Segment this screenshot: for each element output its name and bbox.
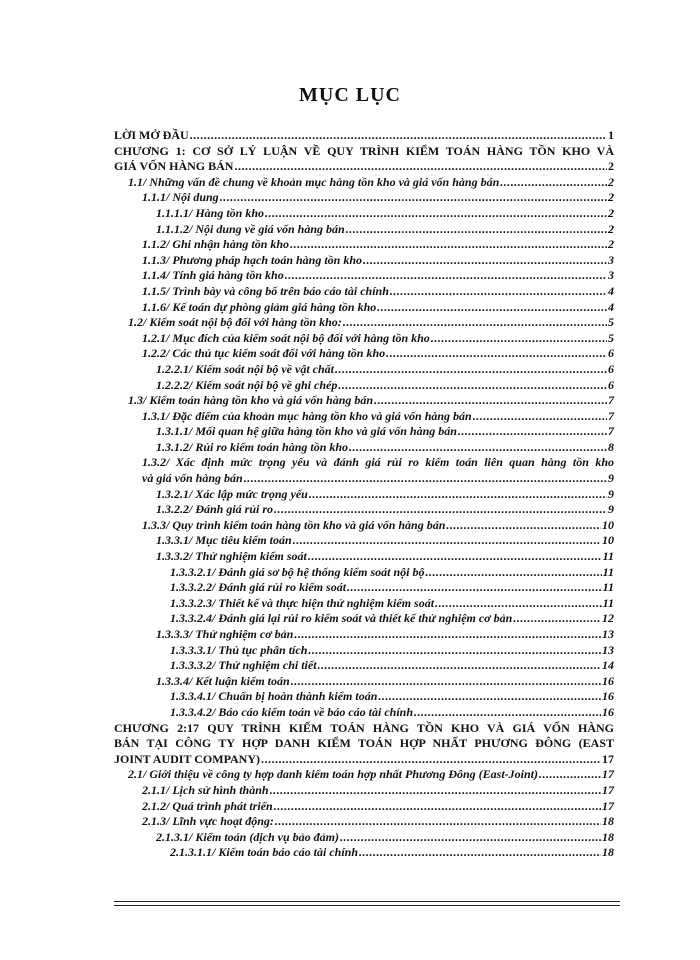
- toc-entry[interactable]: [114, 658, 614, 674]
- toc-page-number: 2: [608, 221, 614, 236]
- toc-entry[interactable]: [114, 237, 614, 253]
- toc-entry-text-line: CHƯƠNG 2:17 QUY TRÌNH KIỂM TOÁN HÀNG TỒN KHO VÀ GIÁ VỐN HÀNG: [114, 720, 614, 735]
- dot-leader: [335, 362, 607, 378]
- toc-entry-text-line: và giá vốn hàng bán: [142, 471, 243, 486]
- toc-entry[interactable]: [114, 346, 614, 362]
- toc-entry[interactable]: [114, 627, 614, 643]
- toc-page-number: 14: [602, 658, 614, 673]
- dot-leader: [265, 206, 607, 222]
- toc-entry[interactable]: [114, 767, 614, 783]
- toc-entry[interactable]: [114, 424, 614, 440]
- toc-page-number: 6: [608, 361, 614, 376]
- dot-leader: [539, 767, 601, 783]
- toc-entry-text: 1.3.3.2.1/ Đánh giá sơ bộ hệ thống kiểm soát nội bộ: [170, 564, 425, 579]
- toc-entry-text: 1.3.3/ Quy trình kiểm toán hàng tồn kho và giá vốn hàng bán: [142, 517, 446, 532]
- toc-entry[interactable]: [114, 331, 614, 347]
- dot-leader: [340, 830, 601, 846]
- dot-leader: [425, 565, 601, 581]
- toc-page-number: 11: [602, 595, 614, 610]
- toc-entry-text: 1.3.3.3/ Thử nghiệm cơ bản: [156, 627, 294, 641]
- toc-entry-text: 1.1.1.2/ Nội dung về giá vốn hàng bán: [156, 221, 345, 236]
- toc-entry[interactable]: [114, 440, 614, 456]
- dot-leader: [386, 346, 607, 362]
- toc-entry-text: 1.3.3.1/ Mục tiêu kiểm toán: [156, 533, 292, 548]
- dot-leader: [390, 284, 607, 300]
- toc-entry[interactable]: [114, 689, 614, 705]
- toc-entry[interactable]: [114, 580, 614, 596]
- dot-leader: [293, 533, 601, 549]
- toc-entry-text: 1.1.4/ Tính giá hàng tồn kho: [142, 268, 284, 283]
- toc-entry-text: 1.3.1/ Đặc điểm của khoản mục hàng tồn kho và giá vốn hàng bán: [142, 408, 472, 423]
- toc-entry[interactable]: [114, 674, 614, 690]
- toc-page-number: 2: [608, 205, 614, 220]
- dot-leader: [377, 300, 607, 316]
- toc-entry[interactable]: [114, 830, 614, 846]
- dot-leader: [308, 643, 601, 659]
- toc-page-number: 9: [608, 502, 614, 517]
- toc-entry-text-line: GIÁ VỐN HÀNG BÁN: [114, 159, 234, 174]
- toc-page-number: 16: [602, 689, 614, 704]
- dot-leader: [234, 159, 607, 175]
- toc-entry-text: 1.3.2.2/ Đánh giá rủi ro: [156, 502, 274, 517]
- toc-entry-text: 2.1/ Giới thiệu về công ty hợp danh kiểm toán hợp nhất Phương Đông (East-Joint): [128, 767, 539, 782]
- toc-entry[interactable]: [114, 284, 614, 300]
- toc-page-number: 6: [608, 346, 614, 361]
- toc-entry-text: 1.2.2.1/ Kiểm soát nội bộ về vật chất: [156, 361, 334, 376]
- toc-entry-text: 1.1.1.1/ Hàng tồn kho: [156, 205, 265, 220]
- dot-leader: [308, 549, 602, 565]
- dot-leader: [363, 253, 607, 269]
- toc-entry-text: 1.3.3.3.1/ Thủ tục phân tích: [170, 642, 308, 657]
- toc-page-number: 1: [608, 128, 614, 142]
- toc-page-number: 11: [602, 580, 614, 595]
- footer-rule-secondary: [114, 905, 620, 906]
- dot-leader: [220, 190, 607, 206]
- toc-page-number: 9: [608, 471, 614, 486]
- toc-entry[interactable]: [114, 565, 614, 581]
- dot-leader: [270, 783, 601, 799]
- toc-entry[interactable]: [114, 533, 614, 549]
- dot-leader: [500, 175, 607, 191]
- toc-entry[interactable]: [114, 362, 614, 378]
- toc-entry-text: 1.1.5/ Trình bày và công bố trên báo cáo tài chính: [142, 283, 389, 298]
- toc-page-number: 17: [602, 798, 614, 813]
- toc-entry-text: 1.3.3.4/ Kết luận kiểm toán: [156, 673, 290, 688]
- toc-entry[interactable]: [114, 378, 614, 394]
- toc-entry-text-line: JOINT AUDIT COMPANY): [114, 751, 261, 766]
- dot-leader: [346, 222, 607, 238]
- toc-page-number: 2: [608, 174, 614, 189]
- toc-entry-text: 2.1.3.1/ Kiểm toán (dịch vụ bảo đảm): [156, 829, 339, 844]
- toc-page-number: 5: [608, 315, 614, 330]
- dot-leader: [458, 424, 607, 440]
- toc-entry[interactable]: [114, 487, 614, 503]
- toc-entry-text: 2.1.3/ Lĩnh vực hoạt động:: [142, 814, 274, 829]
- toc-page-number: 10: [602, 517, 614, 532]
- dot-leader: [244, 471, 607, 487]
- toc-page-number: 10: [602, 533, 614, 548]
- dot-leader: [431, 331, 607, 347]
- toc-entry[interactable]: [114, 845, 614, 861]
- toc-entry[interactable]: [114, 190, 614, 206]
- toc-entry-text: 1.3.1.1/ Mối quan hệ giữa hàng tồn kho và giá vốn hàng bán: [156, 424, 457, 439]
- toc-entry[interactable]: [114, 455, 614, 486]
- dot-leader: [290, 237, 607, 253]
- toc-entry[interactable]: [114, 611, 614, 627]
- dot-leader: [294, 627, 601, 643]
- toc-entry[interactable]: [114, 222, 614, 238]
- toc-page-number: 7: [608, 408, 614, 423]
- dot-leader: [261, 752, 601, 768]
- toc-page-number: 13: [602, 627, 614, 641]
- toc-page-number: 12: [602, 611, 614, 626]
- toc-entry-text: 1.2/ Kiểm soát nội bộ đối với hàng tồn kho:: [128, 315, 342, 330]
- toc-entry-text: 1.3.2.1/ Xác lập mức trọng yếu: [156, 486, 308, 501]
- toc-chapter-entry[interactable]: [114, 721, 614, 768]
- dot-leader: [349, 440, 607, 456]
- toc-entry[interactable]: [114, 502, 614, 518]
- toc-entry[interactable]: [114, 253, 614, 269]
- toc-entry-text: 1.3/ Kiểm toán hàng tồn kho và giá vốn hàng bán: [128, 393, 374, 408]
- toc-entry-text: 1.3.3.4.1/ Chuẩn bị hoàn thành kiểm toán: [170, 689, 378, 704]
- toc-page-number: 17: [602, 751, 614, 766]
- toc-page-number: 11: [602, 549, 614, 564]
- toc-page-number: 18: [602, 845, 614, 860]
- toc-entry-text: 2.1.2/ Quá trình phát triển: [142, 798, 273, 813]
- dot-leader: [285, 268, 607, 284]
- toc-entry-text: 1.3.3.3.2/ Thử nghiệm chi tiết: [170, 658, 317, 673]
- toc-entry-text: 1.1.2/ Ghi nhận hàng tồn kho: [142, 237, 290, 252]
- toc-entry[interactable]: [114, 518, 614, 534]
- dot-leader: [473, 409, 607, 425]
- dot-leader: [318, 658, 601, 674]
- dot-leader: [291, 674, 601, 690]
- toc-chapter-entry[interactable]: [114, 128, 614, 144]
- toc-page-number: 4: [608, 283, 614, 298]
- dot-leader: [347, 580, 602, 596]
- toc-page-number: 17: [602, 767, 614, 782]
- toc-entry-text: 1.3.3.4.2/ Báo cáo kiểm toán về báo cáo tài chính: [170, 704, 413, 719]
- toc-entry[interactable]: [114, 705, 614, 721]
- toc-page-number: 2: [608, 237, 614, 252]
- dot-leader: [274, 799, 601, 815]
- dot-leader: [414, 705, 601, 721]
- toc-entry-text: 1.2.1/ Mục đích của kiểm soát nội bộ đối với hàng tồn kho: [142, 330, 430, 345]
- toc-entry-text-line: 1.3.2/ Xác định mức trọng yếu và đánh giá rủi ro kiểm toán liên quan hàng tồn kho: [142, 455, 614, 470]
- dot-leader: [190, 128, 607, 144]
- toc-entry-text: 1.2.2/ Các thủ tục kiểm soát đối với hàng tồn kho: [142, 346, 386, 361]
- toc-entry-text: 1.3.1.2/ Rủi ro kiểm toán hàng tồn kho: [156, 439, 349, 454]
- toc-entry-text: 1.3.3.2/ Thử nghiệm kiểm soát: [156, 549, 307, 564]
- toc-page-number: 18: [602, 829, 614, 844]
- toc-entry-text: 1.3.3.2.3/ Thiết kế và thực hiện thử nghiệm kiểm soát: [170, 595, 435, 610]
- toc-entry-text: 1.1/ Những vấn đề chung về khoản mục hàng tồn kho và giá vốn hàng bán: [128, 174, 500, 189]
- toc-entry[interactable]: [114, 549, 614, 565]
- toc-entry-text: 1.1.3/ Phương pháp hạch toán hàng tồn kho: [142, 252, 363, 267]
- toc-page-number: 5: [608, 330, 614, 345]
- toc-entry-text-line: CHƯƠNG 1: CƠ SỞ LÝ LUẬN VỀ QUY TRÌNH KIỂM TOÁN HÀNG TỒN KHO VÀ: [114, 143, 614, 158]
- toc-chapter-entry[interactable]: [114, 144, 614, 175]
- toc-entry[interactable]: [114, 409, 614, 425]
- toc-page-number: 18: [602, 814, 614, 829]
- toc-entry-text: 1.2.2.2/ Kiểm soát nội bộ về ghi chép: [156, 377, 338, 392]
- toc-entry[interactable]: [114, 300, 614, 316]
- toc-entry[interactable]: [114, 783, 614, 799]
- table-of-contents: [114, 128, 614, 861]
- toc-entry[interactable]: [114, 814, 614, 830]
- toc-page-number: 11: [602, 564, 614, 579]
- toc-page-number: 16: [602, 704, 614, 719]
- toc-page-number: 7: [608, 393, 614, 408]
- toc-entry[interactable]: [114, 393, 614, 409]
- dot-leader: [309, 487, 607, 503]
- dot-leader: [359, 845, 601, 861]
- toc-page-number: 3: [608, 268, 614, 283]
- page-title: MỤC LỤC: [299, 84, 401, 106]
- toc-entry[interactable]: [114, 175, 614, 191]
- footer-rule: [114, 901, 620, 902]
- toc-page-number: 4: [608, 299, 614, 314]
- toc-page-number: 2: [608, 190, 614, 205]
- dot-leader: [378, 689, 601, 705]
- dot-leader: [343, 315, 607, 331]
- dot-leader: [513, 611, 601, 627]
- toc-page-number: 9: [608, 486, 614, 501]
- toc-entry[interactable]: [114, 206, 614, 222]
- toc-entry[interactable]: [114, 596, 614, 612]
- toc-page-number: 7: [608, 424, 614, 439]
- toc-entry-text-line: BÁN TẠI CÔNG TY HỢP DANH KIỂM TOÁN HỢP NHẤT PHƯƠNG ĐÔNG (EAST: [114, 736, 614, 751]
- toc-entry-text: 1.1.1/ Nội dung: [142, 190, 219, 205]
- toc-entry[interactable]: [114, 268, 614, 284]
- dot-leader: [374, 393, 607, 409]
- toc-page-number: 8: [608, 439, 614, 454]
- dot-leader: [274, 502, 607, 518]
- toc-entry[interactable]: [114, 315, 614, 331]
- toc-entry-text: 2.1.3.1.1/ Kiểm toán báo cáo tài chính: [170, 845, 359, 860]
- toc-entry[interactable]: [114, 643, 614, 659]
- dot-leader: [435, 596, 602, 612]
- toc-page-number: 2: [608, 159, 614, 174]
- toc-entry[interactable]: [114, 799, 614, 815]
- toc-page-number: 17: [602, 782, 614, 797]
- toc-page-number: 3: [608, 252, 614, 267]
- toc-entry-text: 1.3.3.2.4/ Đánh giá lại rủi ro kiểm soát và thiết kế thử nghiệm cơ bản: [170, 611, 513, 626]
- dot-leader: [446, 518, 601, 534]
- toc-entry-text: LỜI MỞ ĐẦU: [114, 128, 189, 142]
- dot-leader: [338, 378, 607, 394]
- dot-leader: [275, 814, 601, 830]
- toc-page-number: 16: [602, 673, 614, 688]
- toc-entry-text: 2.1.1/ Lịch sử hình thành: [142, 782, 269, 797]
- toc-entry-text: 1.1.6/ Kế toán dự phòng giảm giá hàng tồn kho: [142, 299, 377, 314]
- toc-page-number: 6: [608, 377, 614, 392]
- toc-page-number: 13: [602, 642, 614, 657]
- toc-entry-text: 1.3.3.2.2/ Đánh giá rủi ro kiểm soát: [170, 580, 347, 595]
